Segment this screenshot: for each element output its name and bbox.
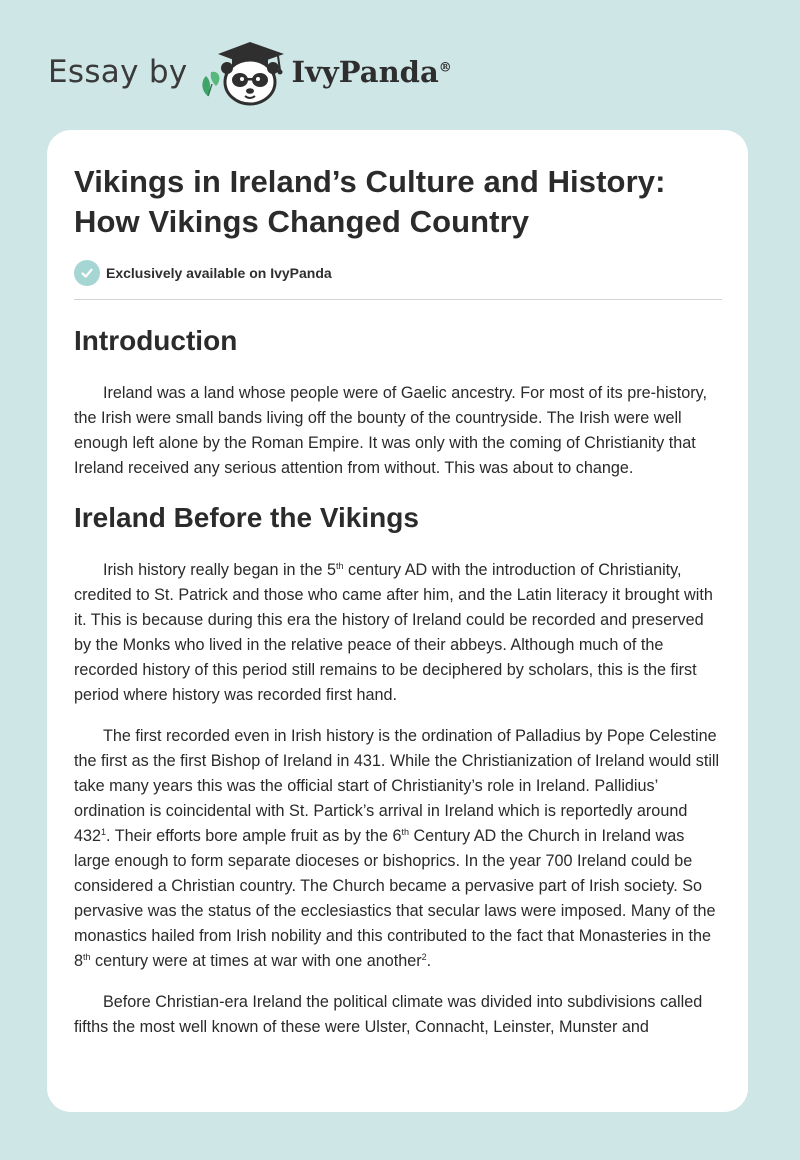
before-vikings-paragraph-2: The first recorded even in Irish history is the ordination of Palladius by Pope Celestine the first as the first Bishop of Ireland in 431. While the Christianization of Ireland would still take many years this was the official start of Christianity’s role in Ireland. Pallidius’ ordination is coincidental with St. Partick’s arrival in Ireland which is reportedly around $432^1$. Their efforts bore ample fruit as by the 6th Century AD the Church in Ireland was large enough to form separate dioceses or bishoprics. In the year 700 Ireland could be considered a Christian country. The Church became a pervasive part of Irish society. So pervasive was the status of the ecclesiastics that secular laws were imposed. Many of the monastics hailed from Irish nobility and this contributed to the fact that Monasteries in the 8th century were at times at war with one another$^2$. bbox=[74, 727, 720, 970]
before-vikings-paragraph-1: Irish history really began in the 5th century AD with the introduction of Christianity, credited to St. Patrick and those who came after him, and the Latin literacy it brought with it. This is because during this era the history of Ireland could be recorded and preserved by the Monks who lived in the relative peace of their abbeys. Although much of the recorded history of this period still remains to be deciphered by scholars, this is the first period where history was recorded first hand. bbox=[74, 561, 713, 704]
before-vikings-paragraph-3: Before Christian-era Ireland the political climate was divided into subdivisions called fifths the most well known of these were Ulster, Connacht, Leinster, Munster and bbox=[74, 993, 703, 1036]
panda-logo-icon bbox=[198, 36, 290, 108]
essay-title bbox=[74, 162, 722, 242]
introduction-paragraph: Ireland was a land whose people were of Gaelic ancestry. For most of its pre-history, the Irish were small bands living off the bounty of the countryside. The Irish were well enough left alone by the Roman Empire. It was only with the coming of Christianity that Ireland received any serious attention from without. This was about to change. bbox=[74, 384, 708, 477]
exclusive-badge bbox=[74, 260, 722, 286]
checkmark-icon bbox=[74, 260, 100, 286]
footnote-ref-1: 1 bbox=[101, 827, 107, 837]
section-heading-before-vikings: Ireland Before the Vikings bbox=[74, 502, 419, 533]
title-divider bbox=[74, 299, 722, 300]
section-heading-introduction: Introduction bbox=[74, 325, 238, 356]
essay-card bbox=[47, 130, 748, 1112]
brand-prefix: Essay by bbox=[48, 54, 188, 90]
registered-mark: ® bbox=[438, 60, 452, 76]
exclusive-badge-label: Exclusively available on IvyPanda bbox=[106, 265, 332, 281]
essay-title-line1: Vikings in Ireland’s Culture and History: bbox=[74, 164, 666, 199]
essay-title-line2: How Vikings Changed Country bbox=[74, 204, 530, 239]
brand-name: IvyPanda® bbox=[291, 55, 452, 89]
footnote-ref-2: 2 bbox=[421, 952, 427, 962]
brand-header bbox=[48, 36, 452, 108]
